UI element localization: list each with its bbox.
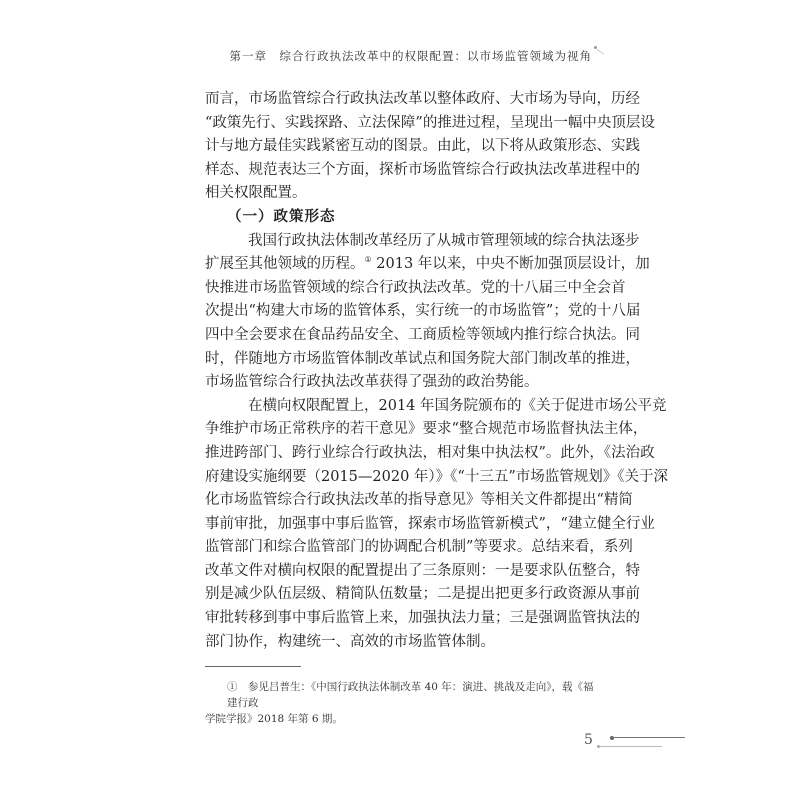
text-line: 样态、规范表达三个方面，探析市场监管综合行政执法改革进程中的 bbox=[205, 161, 640, 178]
text-line: 别是减少队伍层级、精简队伍数量；二是提出把更多行政资源从事前 bbox=[205, 586, 640, 603]
page-ornament-line bbox=[612, 737, 685, 738]
text-line: “政策先行、实践探路、立法保障”的推进过程，呈现出一幅中央顶层设 bbox=[205, 114, 655, 131]
footnote-divider bbox=[205, 666, 301, 667]
text-line: 次提出“构建大市场的监管体系，实行统一的市场监管”；党的十八届 bbox=[205, 303, 641, 320]
text-line: 事前审批，加强事中事后监管，探索市场监管新模式”，“建立健全行业 bbox=[205, 515, 655, 532]
text-line: 改革文件对横向权限的配置提出了三条原则：一是要求队伍整合，特 bbox=[205, 562, 640, 579]
page-number: 5 bbox=[584, 732, 593, 748]
text-line: 四中全会要求在食品药品安全、工商质检等领域内推行综合执法。同 bbox=[205, 326, 640, 343]
header-ornament-line bbox=[597, 49, 604, 54]
text-line: 部门协作，构建统一、高效的市场监管体制。 bbox=[205, 633, 495, 650]
text-line: 而言，市场监管综合行政执法改革以整体政府、大市场为导向，历经 bbox=[205, 91, 640, 107]
paragraph-1 bbox=[205, 230, 650, 395]
footnote-marker: ① bbox=[227, 681, 238, 693]
footnote-line bbox=[205, 679, 595, 711]
page-body bbox=[205, 88, 668, 654]
text-segment: 2013 年以来，中央不断加强顶层设计，加 bbox=[371, 256, 650, 273]
text-line: 相关权限配置。 bbox=[205, 185, 307, 202]
text-line: 推进跨部门、跨行业综合行政执法，相对集中执法权”。此外，《法治政 bbox=[205, 444, 655, 461]
text-line: 市场监管综合行政执法改革获得了强劲的政治势能。 bbox=[205, 374, 539, 391]
footnote bbox=[205, 679, 595, 727]
text-line: 府建设实施纲要（2015—2020 年）》《“十三五”市场监管规划》《关于深 bbox=[205, 468, 668, 485]
text-line: 审批转移到事中事后监管上来，加强执法力量；三是强调监管执法的 bbox=[205, 610, 640, 627]
text-line: 争维护市场正常秩序的若干意见》要求“整合规范市场监督执法主体， bbox=[205, 421, 648, 438]
text-line bbox=[205, 253, 650, 277]
section-heading: （一）政策形态 bbox=[227, 208, 336, 225]
text-line: 快推进市场监管领域的综合行政执法改革。党的十八届三中全会首 bbox=[205, 279, 626, 296]
running-header: 第一章 综合行政执法改革中的权限配置：以市场监管领域为视角 bbox=[229, 49, 592, 63]
footnote-text: 参见吕普生：《中国行政执法体制改革 40 年：演进、挑战及走向》，载《福建行政 bbox=[227, 681, 594, 709]
text-line: 计与地方最佳实践紧密互动的图景。由此，以下将从政策形态、实践 bbox=[205, 138, 640, 155]
text-line: 在横向权限配置上，2014 年国务院颁布的《关于促进市场公平竞 bbox=[248, 397, 667, 414]
text-line: 我国行政执法体制改革经历了从城市管理领域的综合执法逐步 bbox=[248, 232, 640, 249]
text-line: 监管部门和综合监管部门的协调配合机制”等要求。总结来看，系列 bbox=[205, 539, 633, 556]
text-segment: 扩展至其他领域的历程。 bbox=[205, 256, 365, 273]
intro-paragraph bbox=[205, 88, 655, 206]
footnote-reference[interactable]: ① bbox=[364, 255, 372, 265]
paragraph-2 bbox=[205, 395, 668, 655]
page-ornament-line bbox=[600, 746, 662, 747]
text-line: 化市场监管综合行政执法改革的指导意见》等相关文件都提出“精简 bbox=[205, 492, 633, 509]
text-line: 时，伴随地方市场监管体制改革试点和国务院大部门制改革的推进， bbox=[205, 350, 640, 367]
footnote-line: 学院学报》2018 年第 6 期。 bbox=[205, 713, 343, 725]
